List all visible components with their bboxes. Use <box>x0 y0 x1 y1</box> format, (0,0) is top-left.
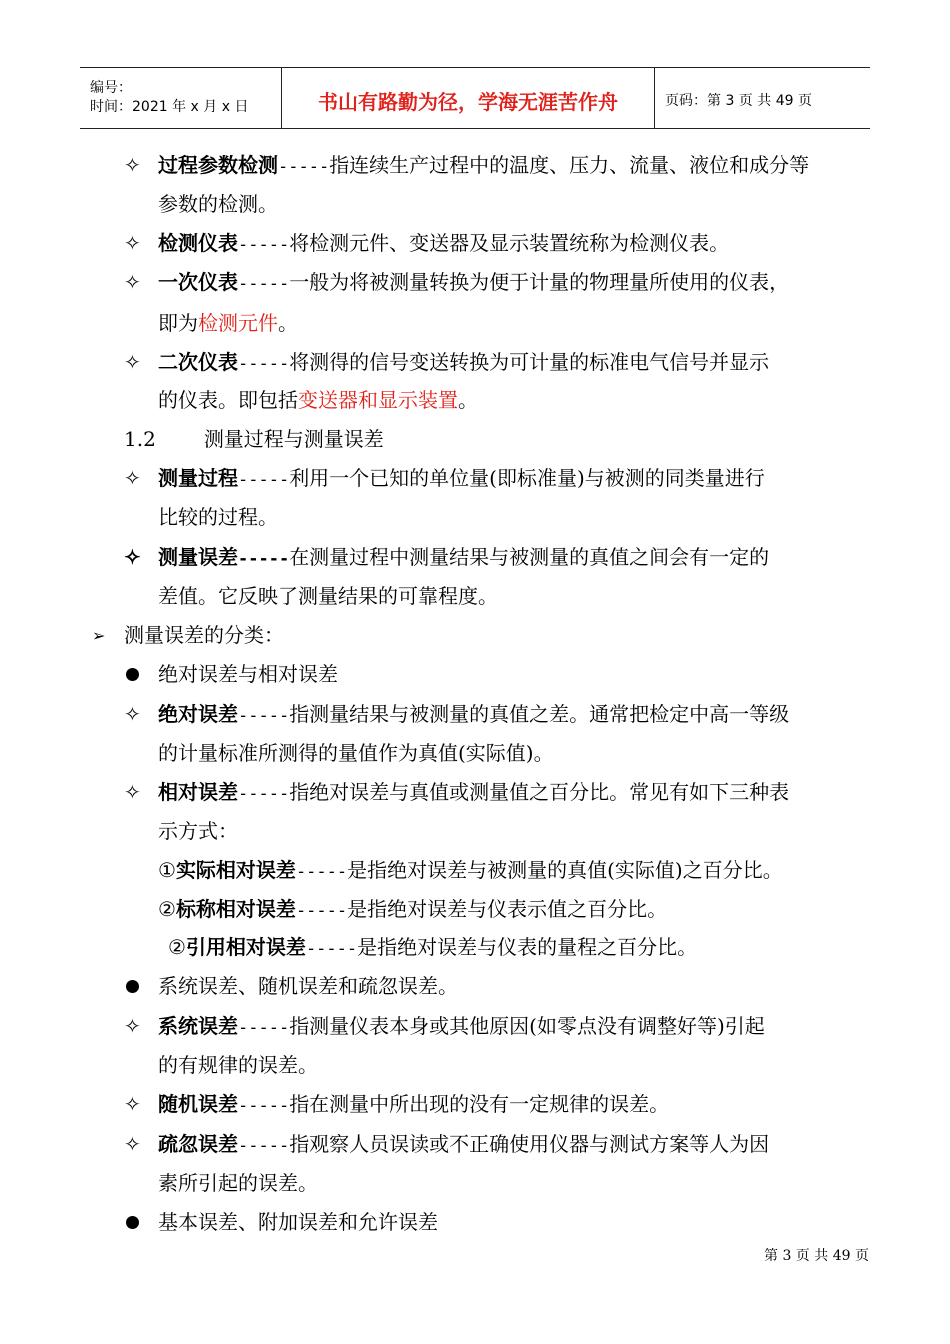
dash: ----- <box>238 1096 290 1116</box>
item-text: 一般为将被测量转换为便于计量的物理量所使用的仪表， <box>289 270 790 294</box>
item-continuation <box>158 386 478 414</box>
item-continuation: 示方式： <box>158 819 238 843</box>
item-text: 是指绝对误差与被测量的真值(实际值)之百分比。 <box>347 858 783 882</box>
diamond-bullet-icon: ✧ <box>124 1014 141 1038</box>
item-continuation: 差值。它反映了测量结果的可靠程度。 <box>158 584 498 608</box>
term: 标称相对误差 <box>175 897 296 921</box>
item-text: 即为 <box>158 311 198 335</box>
list-item <box>158 1090 669 1120</box>
item-text: 将检测元件、变送器及显示装置统称为检测仪表。 <box>289 231 730 255</box>
term: 实际相对误差 <box>175 858 296 882</box>
item-text: 在测量过程中测量结果与被测量的真值之间会有一定的 <box>289 545 770 569</box>
dash: ----- <box>238 784 290 804</box>
item-text: 是指绝对误差与仪表示值之百分比。 <box>347 897 668 921</box>
item-text: 指观察人员误读或不正确使用仪器与测试方案等人为因 <box>289 1132 770 1156</box>
highlight-text: 检测元件 <box>198 311 278 335</box>
item-text: 将测得的信号变送转换为可计量的标准电气信号并显示 <box>289 350 770 374</box>
list-item <box>158 268 789 298</box>
list-item <box>158 543 769 573</box>
item-continuation <box>158 309 298 337</box>
circled-number: ① <box>158 858 176 882</box>
term: 疏忽误差 <box>158 1132 238 1156</box>
item-text: 是指绝对误差与仪表的量程之百分比。 <box>357 935 698 959</box>
dash: ----- <box>238 549 290 569</box>
term: 相对误差 <box>158 780 238 804</box>
list-item <box>158 464 765 494</box>
item-continuation: 的计量标准所测得的量值作为真值(实际值)。 <box>158 741 554 765</box>
item-text: 指绝对误差与真值或测量值之百分比。常见有如下三种表 <box>289 780 790 804</box>
circled-number: ② <box>158 897 176 921</box>
relative-error-item <box>158 895 667 925</box>
term: 绝对误差 <box>158 702 238 726</box>
term: 二次仪表 <box>158 350 238 374</box>
term: 系统误差 <box>158 1014 238 1038</box>
list-item <box>158 151 809 181</box>
motto-text: 书山有路勤为径，学海无涯苦作舟 <box>318 89 618 114</box>
dash: ----- <box>278 157 330 177</box>
diamond-bullet-icon: ✧ <box>124 1132 141 1156</box>
term: 测量过程 <box>158 466 238 490</box>
item-continuation: 素所引起的误差。 <box>158 1171 318 1195</box>
section-number: 1.2 <box>124 427 156 451</box>
dash: ----- <box>238 706 290 726</box>
list-item <box>158 1012 765 1042</box>
diamond-bullet-icon: ✧ <box>124 350 141 374</box>
list-item <box>158 229 729 259</box>
item-continuation: 的有规律的误差。 <box>158 1053 318 1077</box>
bullet-item: 基本误差、附加误差和允许误差 <box>158 1210 438 1234</box>
diamond-bullet-icon: ✧ <box>124 270 141 294</box>
section-heading <box>124 425 384 453</box>
header-number: 编号： <box>90 80 132 96</box>
item-text: 。 <box>458 388 478 412</box>
term: 检测仪表 <box>158 231 238 255</box>
highlight-text: 变送器和显示装置 <box>298 388 458 412</box>
item-text: 利用一个已知的单位量(即标准量)与被测的同类量进行 <box>289 466 765 490</box>
dash: ----- <box>295 862 348 882</box>
diamond-bullet-icon: ✧ <box>124 780 141 804</box>
subheading: 测量误差的分类： <box>124 623 284 647</box>
header-time: 时间：2021 年 x 月 x 日 <box>90 99 249 115</box>
bullet-dot-icon <box>126 668 139 681</box>
term: 过程参数检测 <box>158 153 278 177</box>
item-text: 。 <box>278 311 298 335</box>
list-item <box>158 778 789 808</box>
item-text: 指测量结果与被测量的真值之差。通常把检定中高一等级 <box>289 702 790 726</box>
item-text: 指连续生产过程中的温度、压力、流量、液位和成分等 <box>329 153 810 177</box>
term: 一次仪表 <box>158 270 238 294</box>
dash: ----- <box>305 939 358 959</box>
page-footer: 第 3 页 共 49 页 <box>764 1248 869 1264</box>
list-item <box>158 700 789 730</box>
item-continuation: 参数的检测。 <box>158 192 278 216</box>
dash: ----- <box>295 901 348 921</box>
relative-error-item <box>158 856 783 886</box>
diamond-bullet-icon: ✧ <box>124 702 141 726</box>
item-text: 的仪表。即包括 <box>158 388 298 412</box>
bullet-dot-icon <box>126 1216 139 1229</box>
bullet-item: 绝对误差与相对误差 <box>158 662 338 686</box>
list-item <box>158 1130 769 1160</box>
section-title: 测量过程与测量误差 <box>203 427 384 451</box>
diamond-bullet-icon: ✧ <box>124 545 141 569</box>
dash: ----- <box>238 1018 290 1038</box>
term: 测量误差 <box>158 545 238 569</box>
diamond-bullet-icon: ✧ <box>124 466 141 490</box>
item-text: 指测量仪表本身或其他原因(如零点没有调整好等)引起 <box>289 1014 765 1038</box>
relative-error-item <box>168 933 697 963</box>
dash: ----- <box>238 235 290 255</box>
term: 随机误差 <box>158 1092 238 1116</box>
bullet-item: 系统误差、随机误差和疏忽误差。 <box>158 974 458 998</box>
term: 引用相对误差 <box>185 935 306 959</box>
diamond-bullet-icon: ✧ <box>124 231 141 255</box>
dash: ----- <box>238 470 290 490</box>
diamond-bullet-icon: ✧ <box>124 153 141 177</box>
list-item <box>158 348 769 378</box>
diamond-bullet-icon: ✧ <box>124 1092 141 1116</box>
dash: ----- <box>238 274 290 294</box>
circled-number: ② <box>168 935 186 959</box>
item-text: 指在测量中所出现的没有一定规律的误差。 <box>289 1092 670 1116</box>
dash: ----- <box>238 1136 290 1156</box>
bullet-dot-icon <box>126 980 139 993</box>
dash: ----- <box>238 354 290 374</box>
item-continuation: 比较的过程。 <box>158 505 278 529</box>
arrow-bullet-icon: ➢ <box>92 626 106 645</box>
header-page-label: 页码：第 3 页 共 49 页 <box>665 93 812 109</box>
